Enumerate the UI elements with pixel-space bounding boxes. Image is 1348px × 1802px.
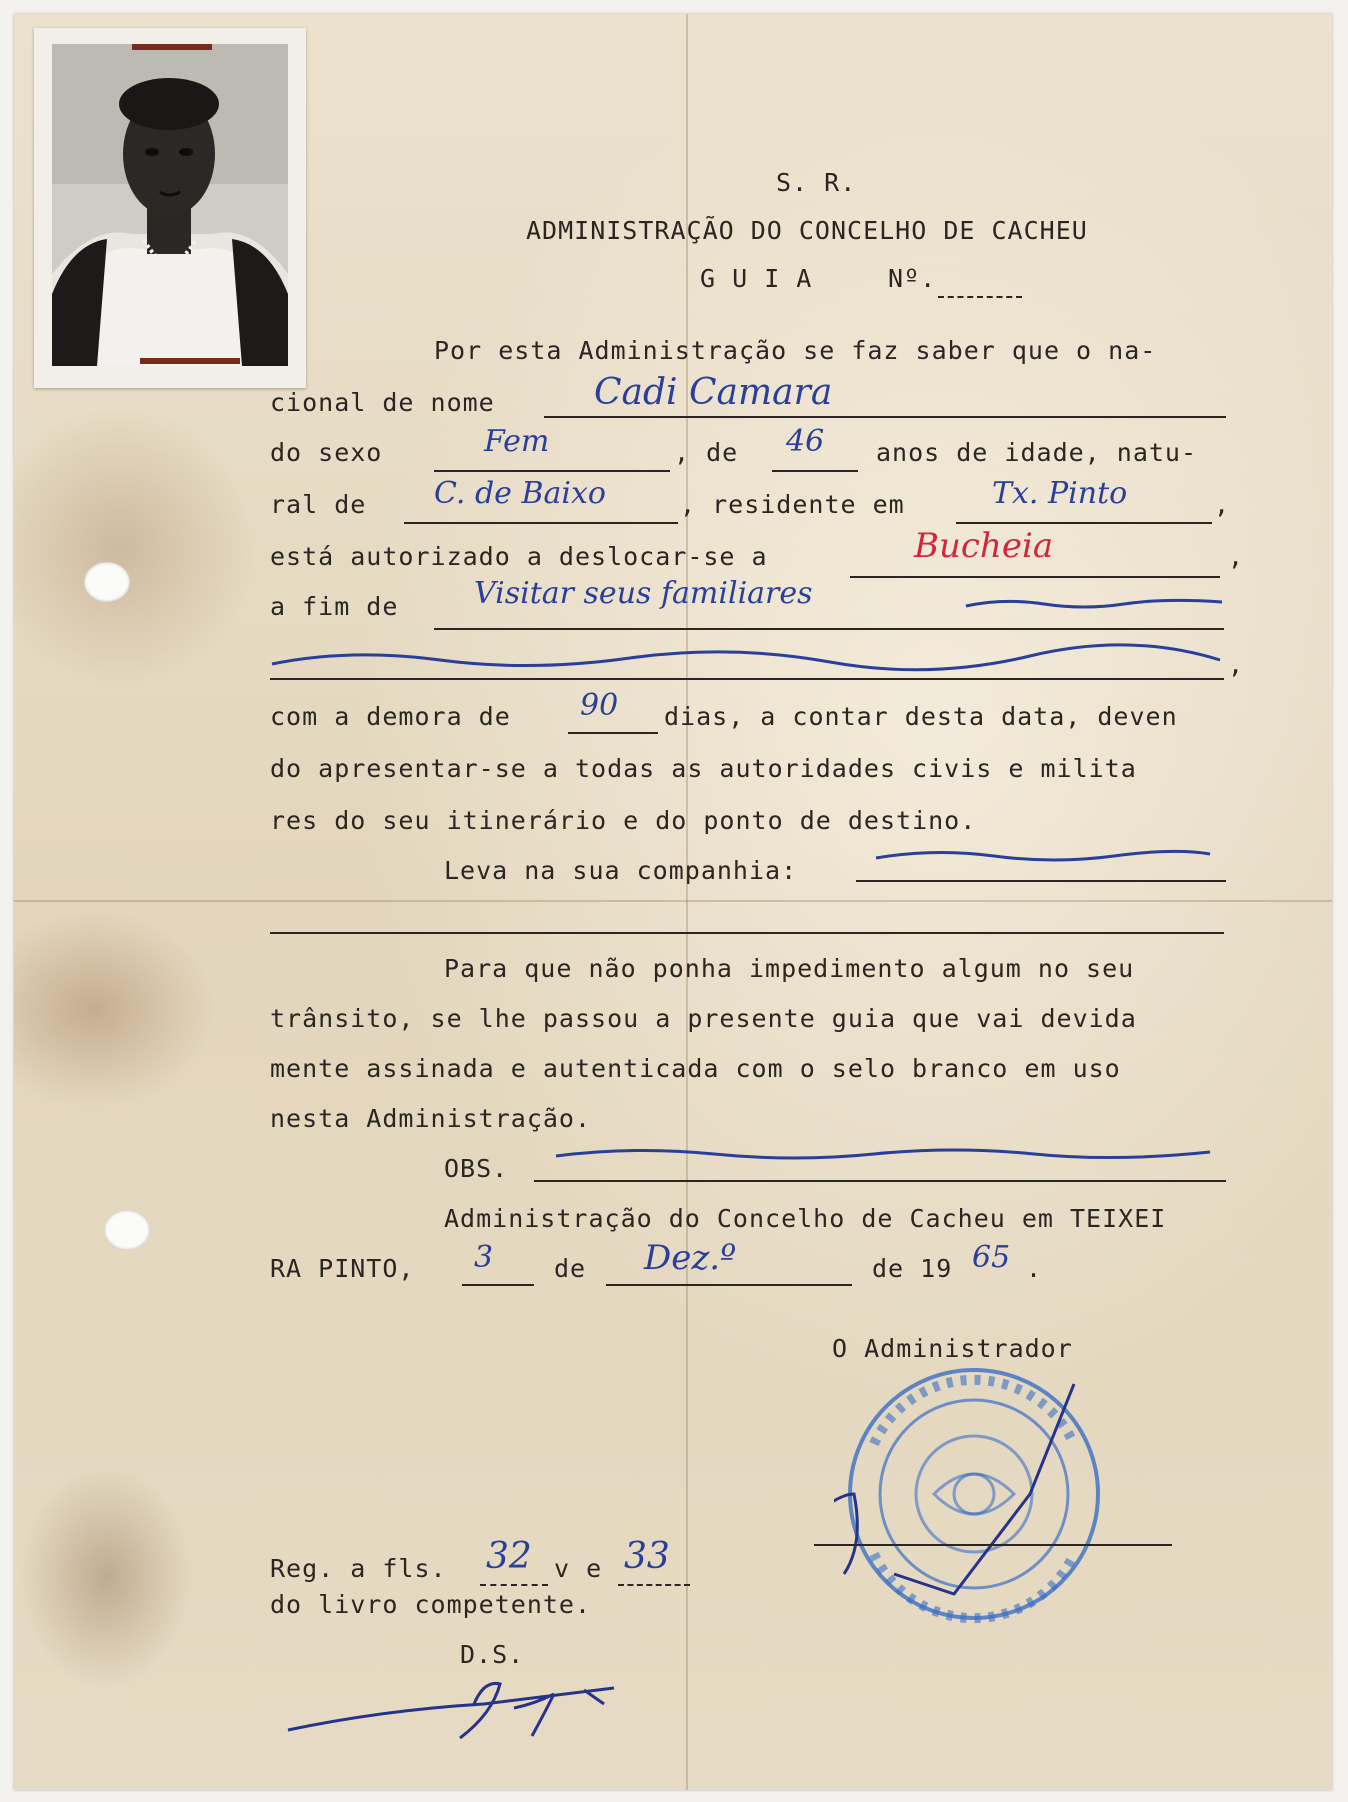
birthplace-line	[404, 522, 678, 524]
para2-line2: trânsito, se lhe passou a presente guia que vai devida	[270, 1004, 1137, 1033]
obs-squiggle	[554, 1142, 1214, 1166]
punch-hole-bottom	[104, 1210, 150, 1250]
name-value: Cadi Camara	[594, 372, 833, 413]
body-line5-label: está autorizado a deslocar-se a	[270, 542, 768, 571]
body-line4-end: ,	[1214, 490, 1231, 519]
age-value: 46	[786, 424, 825, 459]
birthplace-value: C. de Baixo	[434, 476, 606, 511]
closing-line2-c: de 19	[872, 1254, 953, 1283]
folio-1-line	[480, 1584, 548, 1586]
header-guia-label: G U I A	[700, 264, 813, 293]
folio-2-value: 33	[624, 1536, 670, 1577]
body-line3-age-label: , de	[674, 438, 739, 467]
reg-between: v e	[554, 1554, 603, 1583]
residence-line	[956, 522, 1212, 524]
body-line3-sex-label: do sexo	[270, 438, 383, 467]
closing-line2-a: RA PINTO,	[270, 1254, 415, 1283]
destination-value: Bucheia	[914, 526, 1054, 566]
header-administration: ADMINISTRAÇÃO DO CONCELHO DE CACHEU	[526, 216, 1088, 245]
closing-line2-d: .	[1026, 1254, 1043, 1283]
purpose-line	[434, 628, 1224, 630]
sex-value: Fem	[484, 424, 550, 459]
body-line8-rest: dias, a contar desta data, deven	[664, 702, 1178, 731]
age-line	[772, 470, 858, 472]
destination-line	[850, 576, 1220, 578]
para2-line4: nesta Administração.	[270, 1104, 592, 1133]
administrator-signature-line	[814, 1544, 1172, 1546]
line7-squiggle	[270, 642, 1230, 678]
body-line5-end: ,	[1228, 542, 1245, 571]
travel-permit-document	[14, 14, 1332, 1790]
body-line3-rest: anos de idade, natu-	[876, 438, 1198, 467]
ds-label: D.S.	[460, 1640, 525, 1669]
obs-line	[534, 1180, 1226, 1182]
fold-crease-vertical	[686, 14, 688, 1790]
purpose-value: Visitar seus familiares	[474, 576, 813, 611]
fold-crease-horizontal	[14, 900, 1332, 902]
body-line8-label: com a demora de	[270, 702, 511, 731]
month-value: Dez.º	[644, 1238, 737, 1278]
header-sr: S. R.	[776, 168, 857, 197]
para2-line1: Para que não ponha impedimento algum no seu	[444, 954, 1135, 983]
administrator-label: O Administrador	[832, 1334, 1073, 1363]
month-line	[606, 1284, 852, 1286]
official-seal-stamp	[834, 1344, 1134, 1648]
body-line4-birthplace-label: ral de	[270, 490, 367, 519]
folio-2-line	[618, 1584, 690, 1586]
closing-line1: Administração do Concelho de Cacheu em TEIXEI	[444, 1204, 1167, 1233]
folio-1-value: 32	[486, 1536, 532, 1577]
reg-book: do livro competente.	[270, 1590, 592, 1619]
day-line	[462, 1284, 534, 1286]
duration-line	[568, 732, 658, 734]
closing-line2-b: de	[554, 1254, 587, 1283]
line7-rule	[270, 678, 1224, 680]
reg-label: Reg. a fls.	[270, 1554, 447, 1583]
body-line1: Por esta Administração se faz saber que o na-	[434, 336, 1157, 365]
header-number-prefix: Nº.	[888, 264, 937, 293]
body-line4-residence-label: , residente em	[680, 490, 905, 519]
companion-squiggle	[874, 844, 1214, 868]
companion-line	[856, 880, 1226, 882]
portrait-photo	[34, 28, 306, 388]
duration-value: 90	[580, 688, 619, 723]
body-line2: cional de nome	[270, 388, 495, 417]
year-value: 65	[972, 1240, 1011, 1275]
body-line10: res do seu itinerário e do ponto de destino.	[270, 806, 977, 835]
punch-hole-top	[84, 562, 130, 602]
guia-number-line	[938, 296, 1022, 298]
body-line7-end: ,	[1228, 650, 1245, 679]
sex-line	[434, 470, 670, 472]
body-line11: Leva na sua companhia:	[444, 856, 798, 885]
ds-signature	[284, 1674, 684, 1744]
companion-line-2	[270, 932, 1224, 934]
day-value: 3	[474, 1240, 494, 1275]
name-line	[544, 416, 1226, 418]
body-line6-label: a fim de	[270, 592, 399, 621]
purpose-strike-squiggle	[964, 594, 1224, 614]
body-line9: do apresentar-se a todas as autoridades civis e milita	[270, 754, 1137, 783]
obs-label: OBS.	[444, 1154, 509, 1183]
residence-value: Tx. Pinto	[992, 476, 1128, 511]
para2-line3: mente assinada e autenticada com o selo branco em uso	[270, 1054, 1121, 1083]
